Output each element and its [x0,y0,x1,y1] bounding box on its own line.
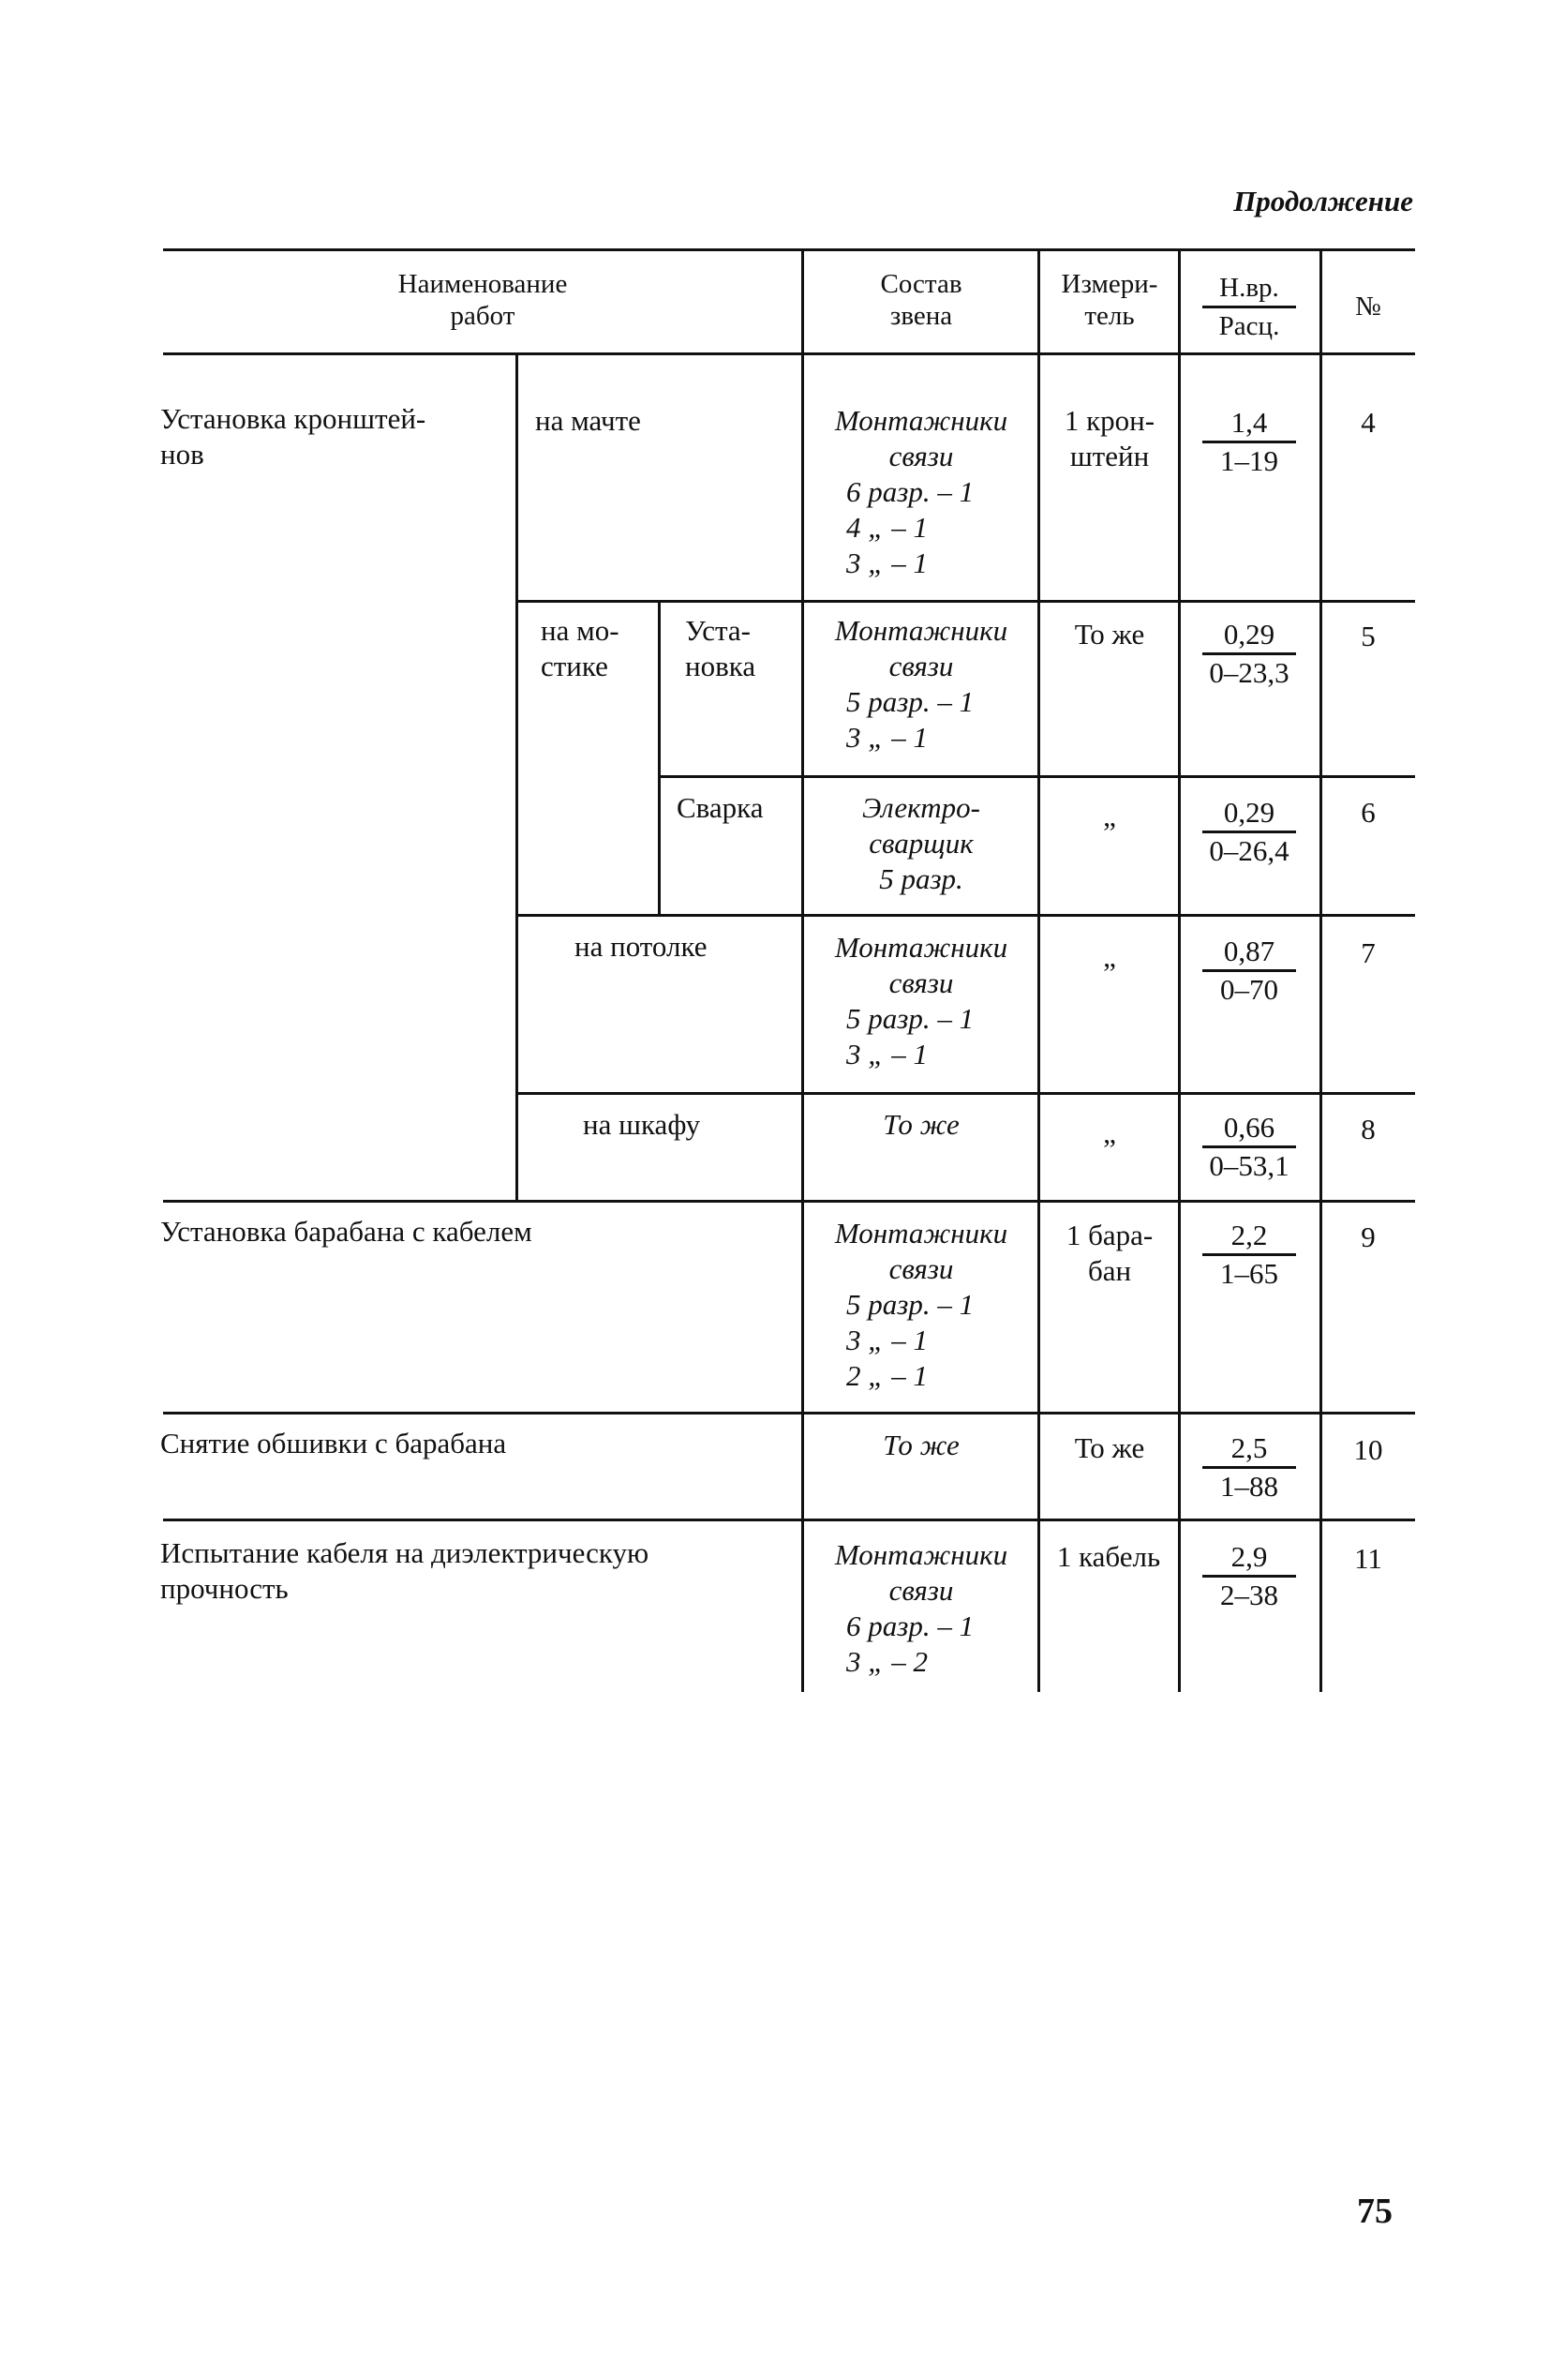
unit-cell: „ [1103,800,1116,832]
unit-cell: То же [1074,618,1145,651]
header-team: Состав звена [880,269,962,331]
norm-rate: 0,66 0–53,1 [1198,1110,1301,1184]
col-rule [515,352,518,1200]
unit-cell: „ [1103,940,1116,973]
work-name: Установка барабана с кабелем [160,1215,532,1248]
norm-rate: 0,87 0–70 [1198,934,1301,1008]
work-subname: на шкафу [583,1108,701,1141]
row-rule [163,1412,1415,1415]
norm-rate: 0,29 0–23,3 [1198,617,1301,691]
continuation-label: Продолжение [1233,185,1413,217]
team-composition: То же [883,1108,960,1141]
work-subname: на потолке [574,930,708,963]
unit-cell: 1 бара- бан [1066,1219,1154,1287]
row-number: 6 [1361,796,1376,829]
work-name: Установка кронштей- нов [160,402,426,471]
unit-cell: 1 кабель [1056,1540,1161,1573]
row-number: 9 [1361,1220,1376,1253]
norm-rate: 0,29 0–26,4 [1198,795,1301,869]
team-composition: Электро- сварщик 5 разр. [862,791,980,895]
work-subsubname: Сварка [677,791,764,824]
row-rule [517,1092,1415,1095]
work-name: Испытание кабеля на диэлектрическую прочность [160,1536,649,1605]
table-top-rule [163,248,1415,251]
row-rule [517,914,1415,917]
unit-cell: То же [1074,1431,1145,1464]
col-rule [658,600,661,914]
row-number: 5 [1361,620,1376,652]
row-number: 10 [1353,1433,1383,1466]
row-rule [163,1200,1415,1203]
team-composition: Монтажники связи 5 разр. – 1 3 „ – 1 [834,931,1008,1070]
row-number: 11 [1354,1542,1382,1575]
unit-cell: „ [1103,1116,1116,1149]
row-number: 4 [1361,406,1376,439]
unit-cell: 1 крон- штейн [1064,404,1155,472]
page-number: 75 [1357,2192,1393,2231]
row-number: 8 [1361,1113,1376,1145]
norm-rate: 2,9 2–38 [1198,1539,1301,1613]
header-num: № [1355,292,1381,322]
row-rule [163,1519,1415,1521]
work-subsubname: Уста- новка [685,614,756,682]
team-composition: Монтажники связи 6 разр. – 1 3 „ – 2 [834,1538,1008,1678]
work-subname: на мачте [535,404,641,437]
header-bottom-rule [163,352,1415,355]
col-rule [1319,250,1322,1692]
row-rule [517,600,1415,603]
norm-rate: 1,4 1–19 [1198,405,1301,479]
work-name: Снятие обшивки с барабана [160,1427,507,1459]
norm-rate: 2,2 1–65 [1198,1218,1301,1292]
norm-rate: 2,5 1–88 [1198,1430,1301,1504]
team-composition: Монтажники связи 5 разр. – 1 3 „ – 1 2 „ – 1 [834,1217,1008,1392]
header-unit: Измери- тель [1061,269,1158,331]
team-composition: То же [883,1429,960,1461]
header-name: Наименование работ [397,269,568,331]
team-composition: Монтажники связи 5 разр. – 1 3 „ – 1 [834,614,1008,754]
header-norm: Н.вр. Расц. [1198,270,1301,344]
work-subname: на мо- стике [541,614,619,682]
team-composition: Монтажники связи 6 разр. – 1 4 „ – 1 3 „ – 1 [834,404,1008,579]
row-number: 7 [1361,936,1376,969]
